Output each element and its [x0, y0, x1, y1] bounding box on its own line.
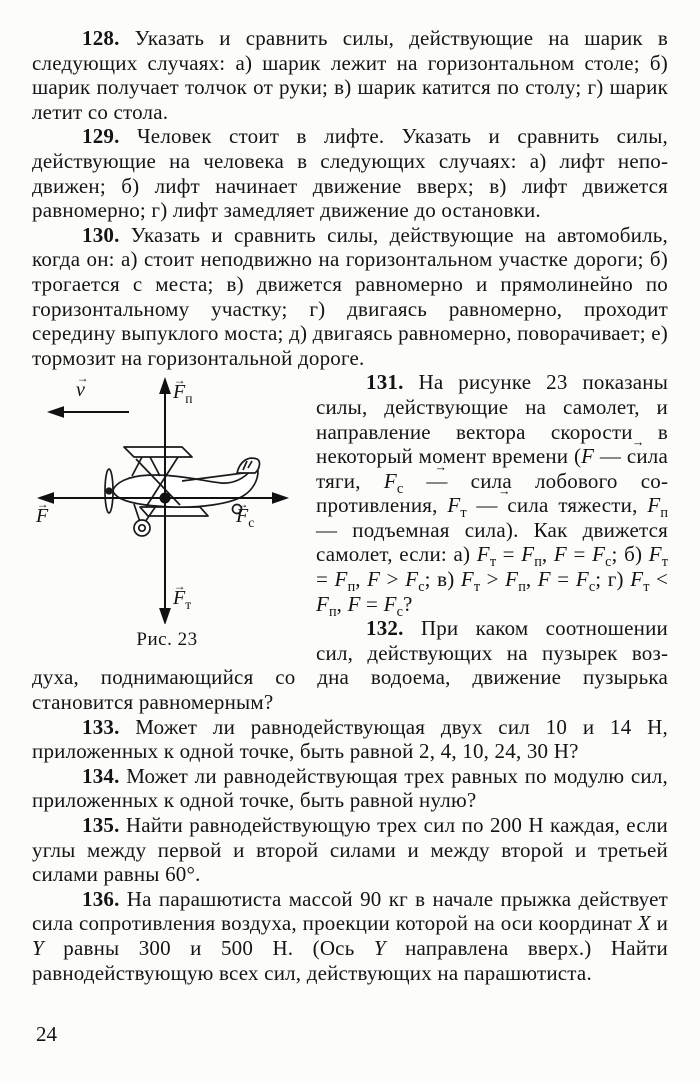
problem-128: 128. Указать и сравнить силы, действующие на шарик в следующих случаях: а) шарик лежит на горизонтальном столе; б) шарик получает толчок от руки; в) шарик катится по столу; г) шарик летит со стола. — [32, 26, 668, 124]
figure-caption: Рис. 23 — [136, 629, 198, 651]
problem-136: 136. На парашютиста массой 90 кг в начале прыжка действует сила сопротивления воздуха, проекции которой на оси координат X и Y равны 300 и 500 Н. (Ось Y направлена вверх.) Найти равнодействующую всех сил, действующих на парашютиста. — [32, 886, 669, 985]
velocity-label: v → — [76, 380, 85, 400]
airplane-forces-diagram — [32, 376, 302, 624]
velocity-vector — [50, 408, 129, 417]
figure-23 — [32, 376, 302, 651]
problem-130: 130. Указать и сравнить силы, действующие на автомобиль, когда он: а) стоит неподвижно на горизонтальном участке дороги; б) трогается с места; в) движется равномерно и прямолинейно по горизонтальному участку; г) двигаясь равномерно, проходит середину выпуклого моста; д) двигаясь равномерно, поворачивает; е) тормозит на горизонтальной дороге. — [32, 222, 668, 370]
gravity-arrowhead — [161, 609, 170, 622]
figure-23-diagram — [32, 376, 302, 624]
problem-134: 134. Может ли равнодействующая трех равных по модулю сил, приложенных к одной точке, быть равной нулю? — [32, 763, 668, 813]
problem-131: 131. На рисунке 23 показаны силы, действующие на самолет, и направление вектора скорости в некоторый момент времени (F → — сила тяги, $F \to_с$ — сила лобового сопротивления, $F \to_т$ — сила тяжести, $F \to_п$ — подъемная сила). Как движется самолет, если: а) $F_т = F_п$, $F = F_с$; б) $F_т = F_п$, $F > F_с$; в) $F_т > F_п$, $F = F_с$; г) $F_т < F_п$, $F = F_с$? — [32, 370, 668, 616]
lift-force-label: $F \to_п$ — [173, 382, 193, 402]
gravity-force-label: $F \to_т$ — [173, 588, 191, 608]
center-of-mass-dot — [160, 493, 171, 504]
problem-132: 132. При каком соотношении сил, действующих на пузырек воздуха, поднимающийся со дна водоема, движение пузырька становится равномерным? — [32, 616, 668, 715]
page-number: 24 — [36, 1022, 57, 1046]
problem-129: 129. Человек стоит в лифте. Указать и сравнить силы, действующие на человека в следующих случаях: а) лифт неподвижен; б) лифт начинает движение вверх; в) лифт движется равномерно; г) лифт замедляет движение до остановки. — [32, 124, 668, 223]
problem-135: 135. Найти равнодействующую трех сил по 200 Н каждая, если углы между первой и второй силами и между второй и третьей силами равны 60°. — [32, 813, 668, 887]
lift-arrowhead — [161, 380, 170, 393]
drag-force-label: $F \to_с$ — [236, 506, 254, 526]
problem-133: 133. Может ли равнодействующая двух сил 10 и 14 Н, приложенных к одной точке, быть равной 2, 4, 10, 24, 30 Н? — [32, 714, 668, 764]
thrust-force-label: F → — [36, 506, 48, 526]
drag-arrowhead — [273, 494, 286, 503]
